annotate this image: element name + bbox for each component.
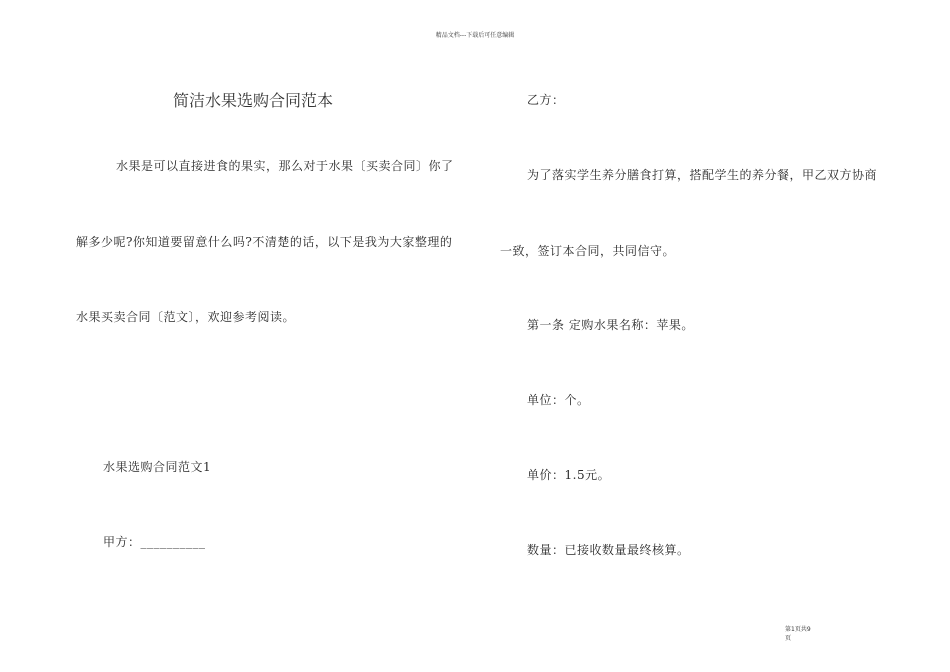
intro-line-2: 解多少呢?你知道要留意什么吗?不清楚的话，以下是我为大家整理的 [76, 235, 453, 249]
quantity-line: 数量：已接收数量最终核算。 [527, 543, 690, 557]
page-header: 精品文档---下载后可任意编辑 [435, 32, 515, 39]
article-1: 第一条 定购水果名称：苹果。 [527, 318, 694, 332]
page-number-line-1: 第1页共9 [785, 626, 811, 633]
party-a-line: 甲方：__________ [103, 535, 206, 549]
intro-line-1: 水果是可以直接进食的果实，那么对于水果〔买卖合同〕你了 [116, 159, 454, 173]
purpose-line-2: 一致，签订本合同，共同信守。 [500, 244, 676, 258]
intro-line-3: 水果买卖合同〔范文〕，欢迎参考阅读。 [76, 310, 296, 324]
purpose-line-1: 为了落实学生养分膳食打算，搭配学生的养分餐，甲乙双方协商 [527, 168, 878, 182]
document-title: 简洁水果选购合同范本 [173, 91, 334, 110]
party-b-line: 乙方： [527, 93, 565, 107]
price-line: 单价：1.5元。 [527, 468, 611, 482]
unit-line: 单位：个。 [527, 393, 590, 407]
section-title: 水果选购合同范文1 [103, 460, 212, 474]
page-number-line-2: 页 [785, 635, 792, 642]
